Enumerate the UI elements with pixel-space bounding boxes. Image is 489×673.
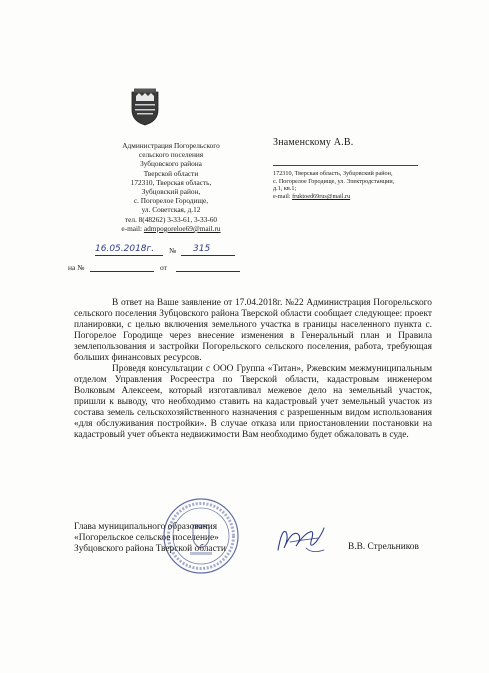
sender-line: 172310, Тверская область, — [130, 177, 212, 187]
sender-line: ул. Советская, д.12 — [141, 205, 201, 215]
signatory-title-line: «Погорельское сельское поселение» — [74, 533, 219, 543]
reference-row — [68, 262, 248, 274]
recipient-email-row — [273, 193, 448, 201]
body-paragraph: Проведя консультации с ООО Группа «Титан», Ржевским межмуниципальным отделом Управления Росреестра по Тверской области, кадастровым инженером Волковым Алексеем, который изготавливал межевое дело на земельный участок, пришли к выводу, что необходимо ставить на кадастровый учет земельный участок из состава земель сельскохозяйственного назначения с разрешенным видом использования «для обслуживания постройки». В случае отказа или приостановлении постановки на кадастровый учет объекта недвижимости Вам необходимо будет обжаловать в суде. — [74, 364, 432, 440]
sender-line: с. Погорелое Городище, — [133, 196, 209, 206]
sender-email-label: e-mail: — [121, 223, 143, 233]
sender-email-row — [78, 224, 264, 233]
reference-from-label: от — [160, 263, 167, 272]
handwritten-signature-icon — [272, 520, 330, 560]
sender-line: Зубцовский район, — [141, 187, 201, 197]
registration-number-label: № — [169, 246, 177, 255]
recipient-address — [273, 170, 448, 200]
sender-line: Зубцовского района — [140, 159, 202, 169]
body-paragraph: В ответ на Ваше заявление от 17.04.2018г. №22 Администрация Погорельского сельского поселения Зубцовского района Тверской области сообщает следующее: проект планировки, с целью включения земельного участка в границы населенного пункта с. Погорелое Городище через внесение изменения в Генеральный план и Правила землепользования и застройки Погорельского сельского поселения, работа, требующая больших финансовых ресурсов. — [74, 298, 432, 363]
signatory-title-line: Глава муниципального образования — [74, 522, 218, 532]
letter-body — [74, 298, 432, 441]
signatory-title — [74, 522, 264, 555]
recipient-name: Знаменскому А.В. — [273, 137, 354, 148]
sender-line: Тверской области — [143, 168, 199, 178]
date-underline — [95, 255, 163, 256]
recipient-address-line: 172310, Тверская область, Зубцовский район, — [273, 170, 393, 177]
recipient-email-link[interactable]: fruktoed69rus@mail.ru — [292, 192, 351, 200]
sender-line: Администрация Погорельского — [122, 141, 220, 150]
recipient-address-line: с. Погорелое Городище, ул. Электродстанции, — [273, 177, 395, 185]
number-underline — [181, 255, 235, 256]
recipient-divider — [273, 165, 418, 166]
signatory-title-line: Зубцовского района Тверской области — [74, 544, 226, 554]
recipient-address-line: д.1, кв.1; — [273, 185, 297, 193]
sender-phone: тел. 8(48262) 3-33-61, 3-33-60 — [124, 214, 218, 224]
registration-row — [95, 244, 245, 256]
registration-number: 315 — [193, 244, 211, 254]
coat-of-arms-icon — [129, 88, 161, 126]
reference-from-underline — [176, 271, 240, 272]
registration-date: 16.05.2018г. — [95, 244, 155, 254]
sender-line: сельского поселения — [138, 150, 204, 160]
recipient-email-label: e-mail: — [273, 192, 291, 200]
sender-block — [78, 141, 264, 233]
sender-email-link[interactable]: admpogoreloe69@mail.ru — [143, 223, 221, 233]
reference-underline — [90, 271, 154, 272]
reference-label: на № — [68, 263, 85, 272]
signatory-name: В.В. Стрельников — [348, 542, 419, 552]
